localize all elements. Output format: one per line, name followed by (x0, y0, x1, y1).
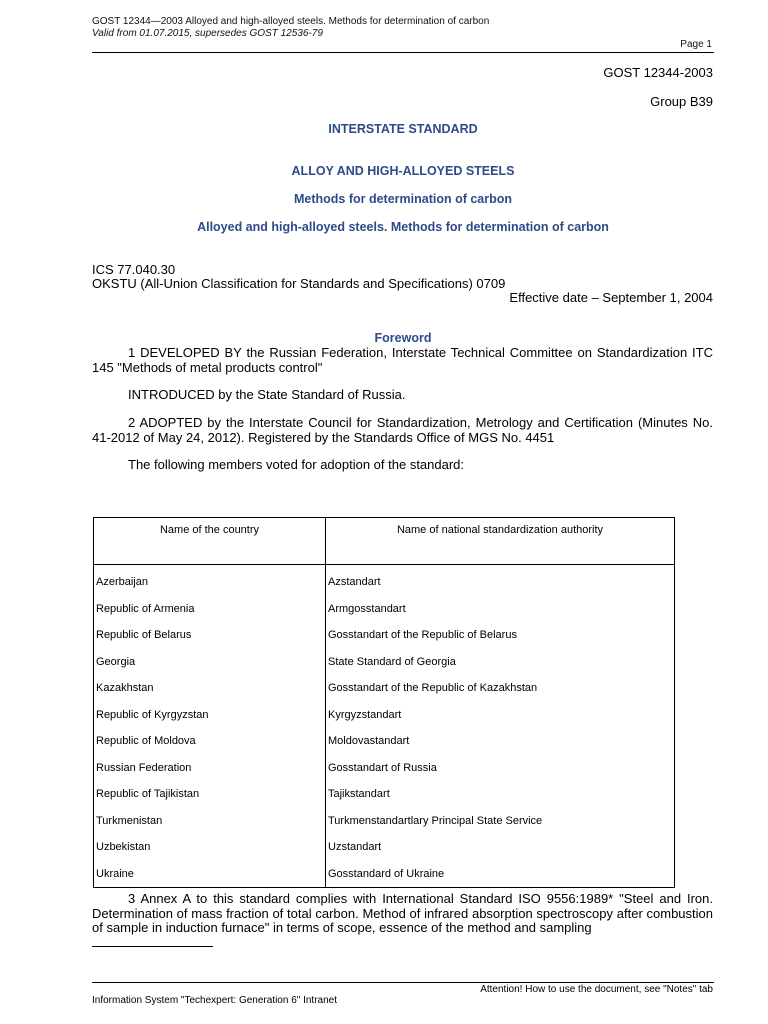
authority-cell: Tajikstandart (326, 781, 675, 808)
voting-members-table (93, 517, 675, 888)
effective-date: Effective date – September 1, 2004 (509, 290, 713, 305)
column-header-authority: Name of national standardization authority (326, 518, 675, 565)
foreword-paragraph-4: The following members voted for adoption of the standard: (128, 457, 465, 472)
document-title: ALLOY AND HIGH-ALLOYED STEELS (291, 164, 515, 178)
footer-system-name: Information System "Techexpert: Generation 6" Intranet (92, 995, 337, 1006)
okstu-code: OKSTU (All-Union Classification for Standards and Specifications) 0709 (92, 276, 506, 291)
table-row (94, 808, 675, 835)
authority-cell: Gosstandard of Ukraine (326, 861, 675, 888)
authority-cell: Gosstandart of Russia (326, 755, 675, 782)
interstate-standard-heading: INTERSTATE STANDARD (328, 122, 478, 136)
authority-cell: Uzstandart (326, 834, 675, 861)
country-cell: Turkmenistan (94, 808, 326, 835)
standard-designation: GOST 12344-2003 (603, 65, 713, 80)
header-divider (92, 52, 714, 53)
foreword-paragraph-5: 3 Annex A to this standard complies with International Standard ISO 9556:1989* "Steel and Iron. Determination of mass fraction of total carbon. Method of infrared absorption spectroscopy after combustion of sample in induction furnace" in terms of scope, essence of the method and sampling (92, 891, 713, 935)
table-row (94, 675, 675, 702)
country-cell: Kazakhstan (94, 675, 326, 702)
footnote-separator (92, 946, 213, 947)
authority-cell: Turkmenstandartlary Principal State Service (326, 808, 675, 835)
document-subtitle: Methods for determination of carbon (293, 192, 513, 206)
table-row (94, 755, 675, 782)
country-cell: Azerbaijan (94, 565, 326, 596)
header-document-title: GOST 12344—2003 Alloyed and high-alloyed steels. Methods for determination of carbon (92, 16, 490, 27)
page-number: Page 1 (680, 39, 712, 50)
authority-cell: Azstandart (326, 565, 675, 596)
authority-cell: Kyrgyzstandart (326, 702, 675, 729)
table-row (94, 596, 675, 623)
footer-divider (92, 982, 714, 983)
table-row (94, 781, 675, 808)
authority-cell: Armgosstandart (326, 596, 675, 623)
country-cell: Georgia (94, 649, 326, 676)
country-cell: Ukraine (94, 861, 326, 888)
table-row (94, 834, 675, 861)
table-row (94, 728, 675, 755)
country-cell: Republic of Tajikistan (94, 781, 326, 808)
authority-cell: Moldovastandart (326, 728, 675, 755)
table-row (94, 622, 675, 649)
country-cell: Republic of Kyrgyzstan (94, 702, 326, 729)
authority-cell: State Standard of Georgia (326, 649, 675, 676)
standard-group: Group B39 (650, 94, 713, 109)
table-row (94, 861, 675, 888)
foreword-paragraph-2: INTRODUCED by the State Standard of Russia. (128, 387, 406, 402)
table-row (94, 649, 675, 676)
header-validity-note: Valid from 01.07.2015, supersedes GOST 12536-79 (92, 28, 323, 39)
footer-notes-hint: Attention! How to use the document, see "Notes" tab (480, 984, 713, 995)
authority-cell: Gosstandart of the Republic of Belarus (326, 622, 675, 649)
country-cell: Republic of Armenia (94, 596, 326, 623)
foreword-paragraph-3: 2 ADOPTED by the Interstate Council for Standardization, Metrology and Certification (Minutes No. 41-2012 of May 24, 2012). Registered by the Standards Office of MGS No. 4451 (92, 415, 713, 445)
country-cell: Republic of Belarus (94, 622, 326, 649)
table-header-row (94, 518, 675, 565)
authority-cell: Gosstandart of the Republic of Kazakhstan (326, 675, 675, 702)
column-header-country: Name of the country (94, 518, 326, 565)
ics-code: ICS 77.040.30 (92, 262, 176, 277)
foreword-heading: Foreword (374, 331, 432, 345)
english-title: Alloyed and high-alloyed steels. Methods for determination of carbon (197, 220, 609, 234)
table-row (94, 565, 675, 596)
foreword-paragraph-1: 1 DEVELOPED BY the Russian Federation, Interstate Technical Committee on Standardization ITC 145 "Methods of metal products control" (92, 345, 713, 375)
country-cell: Republic of Moldova (94, 728, 326, 755)
table-row (94, 702, 675, 729)
country-cell: Russian Federation (94, 755, 326, 782)
country-cell: Uzbekistan (94, 834, 326, 861)
